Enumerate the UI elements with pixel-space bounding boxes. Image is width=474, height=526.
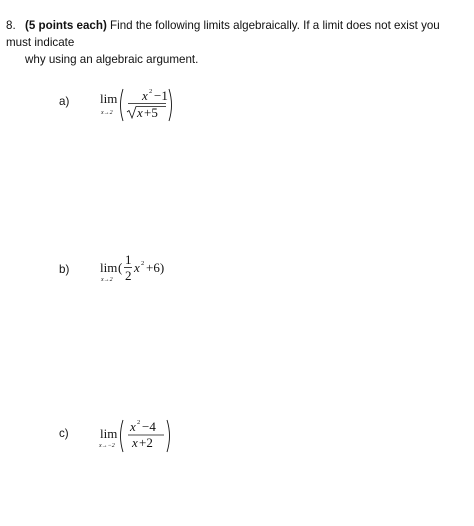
part-b-expression [98,250,178,290]
question-prompt-line-1: Find the following limits algebraically. If a limit does not exist you must indicate [6,19,440,49]
part-c-den-rest: +2 [139,435,153,450]
part-b-lim: lim [100,260,118,275]
question-number: 8. [6,19,16,32]
part-c-lim: lim [100,426,118,441]
part-b-var: x [134,260,140,275]
part-b-frac-num: 1 [125,252,132,267]
part-c-num-rest: −4 [142,419,156,434]
part-c-num-exp: 2 [137,419,141,426]
question-prompt-line-2: why using an algebraic argument. [25,53,199,66]
part-c-expression [98,416,178,456]
part-a-expression [98,86,178,126]
part-b-open-paren: ( [118,260,123,275]
question-points: (5 points each) [25,19,107,32]
part-a-subscript: x→2 [101,110,113,116]
part-a-label: a) [59,95,70,108]
part-a-num-exp: 2 [149,88,153,95]
question-header [6,17,468,68]
part-b-exp: 2 [141,260,145,267]
part-b-subscript: x→2 [101,277,113,283]
part-a-left-paren [121,89,124,121]
part-b-label: b) [59,263,70,276]
part-c-right-paren [167,420,170,452]
part-a-num-rest: −1 [154,88,168,103]
part-b-rest: +6) [146,260,165,275]
part-a-radicand-rest: +5 [144,105,158,120]
part-a-radicand-var: x [137,105,143,120]
part-c-label: c) [59,427,69,440]
part-a-num-base: x [142,88,148,103]
question-line-1 [6,17,468,51]
part-a-right-paren [169,89,172,121]
part-c-subscript: x→−2 [99,443,115,449]
part-b-frac-den: 2 [125,268,132,283]
part-c-den-var: x [132,435,138,450]
part-c-left-paren [121,420,124,452]
part-c-num-base: x [130,419,136,434]
part-a-lim: lim [100,91,118,106]
